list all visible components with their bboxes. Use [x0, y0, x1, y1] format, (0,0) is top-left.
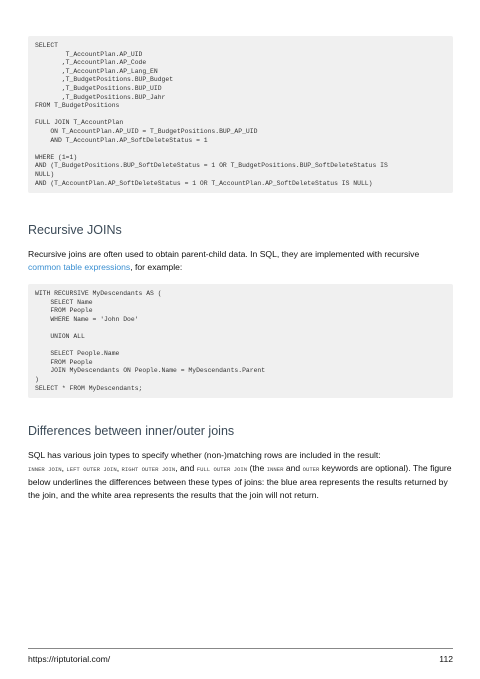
code-line: JOIN MyDescendants ON People.Name = MyDescendants.Parent [35, 367, 266, 375]
sql-code-block-full-join [28, 36, 453, 193]
code-line [35, 145, 446, 154]
inline-code-right-outer-join: RIGHT OUTER JOIN [121, 466, 176, 473]
code-line: SELECT People.Name [35, 350, 120, 358]
code-line: SELECT Name [35, 298, 93, 306]
code-line [35, 342, 446, 351]
code-line: ,T_AccountPlan.AP_Code [35, 59, 147, 67]
inline-code-inner: INNER [266, 466, 284, 473]
paragraph-text: (the [247, 463, 267, 473]
code-line: ,T_BudgetPositions.BUP_Budget [35, 76, 174, 84]
paragraph-text: , for example: [130, 262, 183, 272]
code-line: FROM People [35, 358, 93, 366]
code-line: AND (T_AccountPlan.AP_SoftDeleteStatus = 1 OR T_AccountPlan.AP_SoftDeleteStatus IS NULL) [35, 179, 373, 187]
inline-code-inner-join: INNER JOIN [28, 466, 62, 473]
inline-code-full-outer-join: FULL OUTER JOIN [196, 466, 248, 473]
code-line: UNION ALL [35, 332, 85, 340]
code-line: ON T_AccountPlan.AP_UID = T_BudgetPositions.BUP_AP_UID [35, 127, 258, 135]
paragraph-recursive-joins [28, 248, 453, 274]
page-footer [28, 648, 453, 664]
code-line: AND T_AccountPlan.AP_SoftDeleteStatus = 1 [35, 136, 208, 144]
code-line: FROM People [35, 307, 93, 315]
page-number: 112 [439, 654, 453, 664]
paragraph-text: , [116, 463, 122, 473]
code-line: T_AccountPlan.AP_UID [35, 50, 143, 58]
inline-code-left-outer-join: LEFT OUTER JOIN [66, 466, 117, 473]
code-line: FROM T_BudgetPositions [35, 102, 120, 110]
footer-url[interactable]: https://riptutorial.com/ [28, 654, 111, 664]
link-common-table-expressions[interactable]: common table expressions [28, 262, 131, 272]
paragraph-text: , and [175, 463, 197, 473]
code-line: SELECT [35, 42, 59, 49]
paragraph-text: and [283, 463, 303, 473]
code-line: WITH RECURSIVE MyDescendants AS ( [35, 290, 162, 297]
inline-code-outer: OUTER [302, 466, 320, 473]
paragraph-text: keywords are optional). The figure below underlines the differences between these types of joins: the blue area represents the results returned by the join, and the white area represents the results that the join will not return. [28, 463, 452, 500]
code-line: ,T_AccountPlan.AP_Lang_EN [35, 67, 158, 75]
code-line: WHERE (1=1) [35, 153, 78, 161]
code-line [35, 111, 446, 120]
code-line: ) [35, 375, 39, 383]
code-line [35, 324, 446, 333]
code-line: AND (T_BudgetPositions.BUP_SoftDeleteStatus = 1 OR T_BudgetPositions.BUP_SoftDeleteStatus IS [35, 162, 388, 170]
code-line: SELECT * FROM MyDescendants; [35, 384, 143, 392]
paragraph-text: , [61, 463, 67, 473]
section-heading-inner-outer-joins: Differences between inner/outer joins [28, 424, 235, 438]
sql-code-block-recursive-cte [28, 284, 453, 398]
section-heading-recursive-joins: Recursive JOINs [28, 223, 122, 237]
paragraph-text: Recursive joins are often used to obtain parent-child data. In SQL, they are implemented with recursive [28, 249, 420, 259]
paragraph-text: SQL has various join types to specify whether (non-)matching rows are included in the result: [28, 450, 381, 460]
code-line: WHERE Name = 'John Doe' [35, 315, 139, 323]
paragraph-join-types [28, 449, 453, 502]
code-line: NULL) [35, 170, 55, 178]
code-line: ,T_BudgetPositions.BUP_UID [35, 84, 162, 92]
code-line: FULL JOIN T_AccountPlan [35, 119, 124, 127]
code-line: ,T_BudgetPositions.BUP_Jahr [35, 93, 166, 101]
